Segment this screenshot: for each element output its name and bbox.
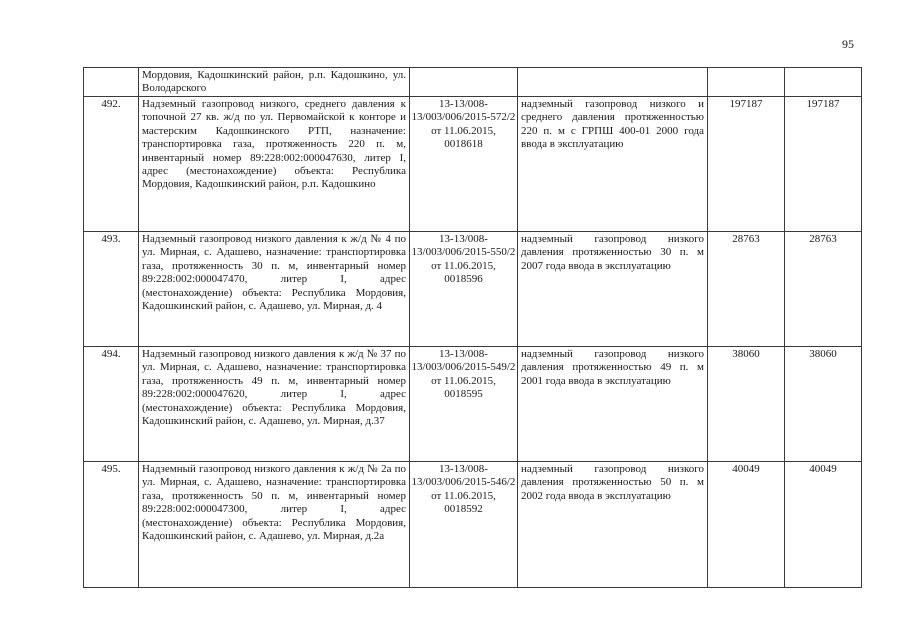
cell-value-1 (708, 68, 785, 97)
table-row (84, 347, 862, 462)
cell-object-name: Надземный газопровод низкого давления к ж/д № 37 по ул. Мирная, с. Адашево, назначение: транспортировка газа, протяженность 49 п. м, инвентарный номер 89:228:002:000047620, литер I, адрес (местонахождение) объекта: Республика Мордовия, Кадошкинский район, с. Адашево, ул. Мирная, д.37 (139, 347, 410, 462)
cell-value-2 (785, 68, 862, 97)
cell-object-name: Надземный газопровод низкого, среднего давления к топочной 27 кв. ж/д по ул. Первомайской к конторе и мастерским Кадошкинского РТП, назначение: транспортировка газа, протяженность 220 п. м, инвентарный номер 89:228:002:000047630, литер I, адрес (местонахождение) объекта: Республика Мордовия, Кадошкинский район, р.п. Кадошкино (139, 97, 410, 232)
property-register-table (83, 67, 862, 588)
cell-number: 492. (84, 97, 139, 232)
cell-value-2: 40049 (785, 462, 862, 588)
cell-object-name: Мордовия, Кадошкинский район, р.п. Кадошкино, ул. Володарского (139, 68, 410, 97)
cell-registration (410, 68, 518, 97)
cell-object-name: Надземный газопровод низкого давления к ж/д № 2а по ул. Мирная, с. Адашево, назначение: транспортировка газа, протяженность 50 п. м, инвентарный номер 89:228:002:000047300, литер I, адрес (местонахождение) объекта: Республика Мордовия, Кадошкинский район, с. Адашево, ул. Мирная, д.2а (139, 462, 410, 588)
cell-description: надземный газопровод низкого давления протяженностью 50 п. м 2002 года ввода в эксплуатацию (518, 462, 708, 588)
cell-value-1: 197187 (708, 97, 785, 232)
cell-description: надземный газопровод низкого давления протяженностью 30 п. м 2007 года ввода в эксплуатацию (518, 232, 708, 347)
cell-value-2: 38060 (785, 347, 862, 462)
cell-registration: 13-13/008-13/003/006/2015-549/2 от 11.06.2015, 0018595 (410, 347, 518, 462)
cell-registration: 13-13/008-13/003/006/2015-546/2 от 11.06.2015, 0018592 (410, 462, 518, 588)
cell-registration: 13-13/008-13/003/006/2015-550/2 от 11.06.2015, 0018596 (410, 232, 518, 347)
cell-object-name: Надземный газопровод низкого давления к ж/д № 4 по ул. Мирная, с. Адашево, назначение: транспортировка газа, протяженность 30 п. м, инвентарный номер 89:228:002:000047470, литер I, адрес (местонахождение) объекта: Республика Мордовия, Кадошкинский район, с. Адашево, ул. Мирная, д. 4 (139, 232, 410, 347)
table-row-continuation (84, 68, 862, 97)
cell-registration: 13-13/008-13/003/006/2015-572/2 от 11.06.2015, 0018618 (410, 97, 518, 232)
cell-description: надземный газопровод низкого и среднего давления протяженностью 220 п. м с ГРПШ 400-01 2000 года ввода в эксплуатацию (518, 97, 708, 232)
table-row (84, 97, 862, 232)
cell-value-2: 197187 (785, 97, 862, 232)
page-number: 95 (842, 37, 854, 51)
table-row (84, 462, 862, 588)
cell-number: 493. (84, 232, 139, 347)
cell-value-1: 28763 (708, 232, 785, 347)
cell-value-1: 38060 (708, 347, 785, 462)
cell-number: 494. (84, 347, 139, 462)
cell-description: надземный газопровод низкого давления протяженностью 49 п. м 2001 года ввода в эксплуатацию (518, 347, 708, 462)
cell-value-1: 40049 (708, 462, 785, 588)
table-row (84, 232, 862, 347)
cell-value-2: 28763 (785, 232, 862, 347)
cell-number: 495. (84, 462, 139, 588)
cell-description (518, 68, 708, 97)
cell-number (84, 68, 139, 97)
